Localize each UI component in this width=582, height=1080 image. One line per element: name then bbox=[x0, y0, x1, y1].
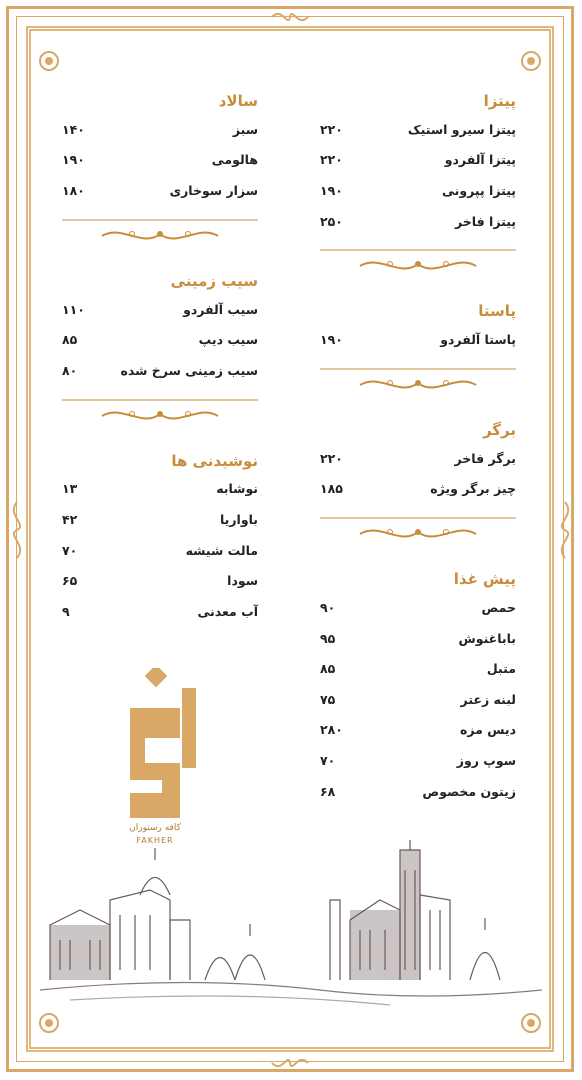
menu-item bbox=[62, 535, 258, 566]
item-name: سیب آلفردو bbox=[183, 301, 258, 317]
menu-section-pasta bbox=[320, 298, 516, 355]
item-price: ۹۰ bbox=[320, 599, 336, 615]
item-name: زیتون مخصوص bbox=[422, 783, 516, 799]
item-name: سبز bbox=[232, 121, 258, 137]
corner-rosette-icon bbox=[520, 50, 542, 72]
item-price: ۹۵ bbox=[320, 630, 336, 646]
ornamental-divider bbox=[320, 365, 516, 401]
menu-item bbox=[320, 443, 516, 474]
menu-item bbox=[320, 715, 516, 746]
item-price: ۲۲۰ bbox=[320, 152, 343, 168]
menu-item bbox=[62, 596, 258, 627]
item-price: ۱۳ bbox=[62, 481, 78, 497]
divider-ornament-icon bbox=[320, 365, 516, 401]
item-name: پیتزا پپرونی bbox=[442, 182, 516, 198]
item-name: چیز برگر ویژه bbox=[430, 481, 516, 497]
menu-item bbox=[62, 294, 258, 325]
item-price: ۷۰ bbox=[320, 752, 336, 768]
item-name: هالومی bbox=[211, 152, 258, 168]
menu-item bbox=[62, 324, 258, 355]
section-title: پیش غذا bbox=[453, 570, 516, 589]
item-name: متبل bbox=[486, 661, 516, 677]
bottom-ornament-icon bbox=[270, 1050, 310, 1076]
item-price: ۶۸ bbox=[320, 783, 336, 799]
city-sketch-illustration bbox=[40, 840, 542, 1020]
menu-item bbox=[62, 474, 258, 505]
menu-item bbox=[62, 145, 258, 176]
item-price: ۱۹۰ bbox=[320, 332, 343, 348]
menu-item bbox=[62, 355, 258, 386]
divider-ornament-icon bbox=[62, 396, 258, 432]
item-name: پاستا آلفردو bbox=[440, 332, 516, 348]
ornamental-divider bbox=[320, 246, 516, 282]
menu-item bbox=[320, 776, 516, 807]
item-name: برگر فاخر bbox=[454, 450, 516, 466]
item-name: حمص bbox=[481, 599, 516, 615]
menu-item bbox=[62, 114, 258, 145]
ornamental-divider bbox=[62, 216, 258, 252]
item-name: دیس مزه bbox=[459, 722, 516, 738]
item-price: ۸۵ bbox=[320, 661, 336, 677]
menu-section-pizza bbox=[320, 88, 516, 236]
item-name: لبنه زعتر bbox=[460, 691, 516, 707]
divider-ornament-icon bbox=[320, 514, 516, 550]
menu-item bbox=[320, 684, 516, 715]
divider-ornament-icon bbox=[62, 216, 258, 252]
item-name: سیب دیپ bbox=[198, 332, 258, 348]
item-price: ۱۴۰ bbox=[62, 121, 85, 137]
section-title: سالاد bbox=[218, 92, 258, 110]
menu-column-right bbox=[320, 88, 516, 806]
menu-item bbox=[62, 175, 258, 206]
menu-item bbox=[320, 206, 516, 237]
menu-item bbox=[62, 565, 258, 596]
item-name: نوشابه bbox=[216, 481, 258, 497]
menu-section-drinks bbox=[62, 448, 258, 627]
menu-item bbox=[320, 623, 516, 654]
ornamental-divider bbox=[320, 514, 516, 550]
item-price: ۲۸۰ bbox=[320, 722, 343, 738]
item-price: ۱۸۵ bbox=[320, 481, 343, 497]
menu-item bbox=[320, 653, 516, 684]
section-title: نوشیدنی ها bbox=[171, 451, 258, 470]
corner-rosette-icon bbox=[38, 50, 60, 72]
item-name: باباغنوش bbox=[458, 630, 516, 646]
item-price: ۷۵ bbox=[320, 691, 336, 707]
menu-item bbox=[320, 474, 516, 505]
item-name: پیتزا سیرو استیک bbox=[407, 121, 516, 137]
menu-section-burger bbox=[320, 417, 516, 504]
item-price: ۷۰ bbox=[62, 542, 78, 558]
item-price: ۱۱۰ bbox=[62, 301, 85, 317]
side-ornament-icon bbox=[4, 500, 30, 560]
item-price: ۱۹۰ bbox=[320, 182, 343, 198]
item-name: سوپ روز bbox=[456, 752, 516, 768]
fakher-logo bbox=[110, 668, 200, 848]
item-name: باواریا bbox=[219, 511, 258, 527]
item-name: سیب زمینی سرخ شده bbox=[120, 362, 258, 378]
menu-item bbox=[320, 114, 516, 145]
menu-item bbox=[320, 745, 516, 776]
item-price: ۱۸۰ bbox=[62, 182, 85, 198]
ornamental-divider bbox=[62, 396, 258, 432]
item-name: سودا bbox=[227, 573, 258, 589]
item-price: ۲۲۰ bbox=[320, 121, 343, 137]
section-title: پاستا bbox=[478, 302, 516, 321]
section-title: پیتزا bbox=[483, 92, 516, 110]
item-price: ۸۰ bbox=[62, 362, 78, 378]
item-price: ۴۲ bbox=[62, 511, 78, 527]
item-price: ۲۵۰ bbox=[320, 213, 343, 229]
menu-section-potato bbox=[62, 268, 258, 386]
item-name: پیتزا آلفردو bbox=[444, 152, 516, 168]
menu-item bbox=[320, 592, 516, 623]
item-name: مالت شیشه bbox=[185, 542, 258, 558]
item-price: ۲۲۰ bbox=[320, 450, 343, 466]
item-name: سزار سوخاری bbox=[169, 182, 258, 198]
menu-section-salad bbox=[62, 88, 258, 206]
item-name: آب معدنی bbox=[197, 603, 258, 619]
menu-item bbox=[320, 145, 516, 176]
menu-section-appetizers bbox=[320, 566, 516, 806]
menu-column-left bbox=[62, 88, 258, 627]
item-price: ۶۵ bbox=[62, 573, 78, 589]
menu-item bbox=[320, 324, 516, 355]
menu-item bbox=[320, 175, 516, 206]
top-ornament-icon bbox=[270, 4, 310, 30]
logo-name: FAKHER bbox=[136, 836, 174, 845]
section-title: سیب زمینی bbox=[170, 271, 258, 290]
divider-ornament-icon bbox=[320, 246, 516, 282]
menu-item bbox=[62, 504, 258, 535]
item-price: ۸۵ bbox=[62, 332, 78, 348]
item-name: پیتزا فاخر bbox=[455, 213, 516, 229]
logo-subtitle: کافه رستوران bbox=[129, 823, 181, 833]
section-title: برگر bbox=[482, 420, 516, 439]
side-ornament-icon bbox=[552, 500, 578, 560]
item-price: ۹ bbox=[62, 603, 70, 619]
item-price: ۱۹۰ bbox=[62, 152, 85, 168]
